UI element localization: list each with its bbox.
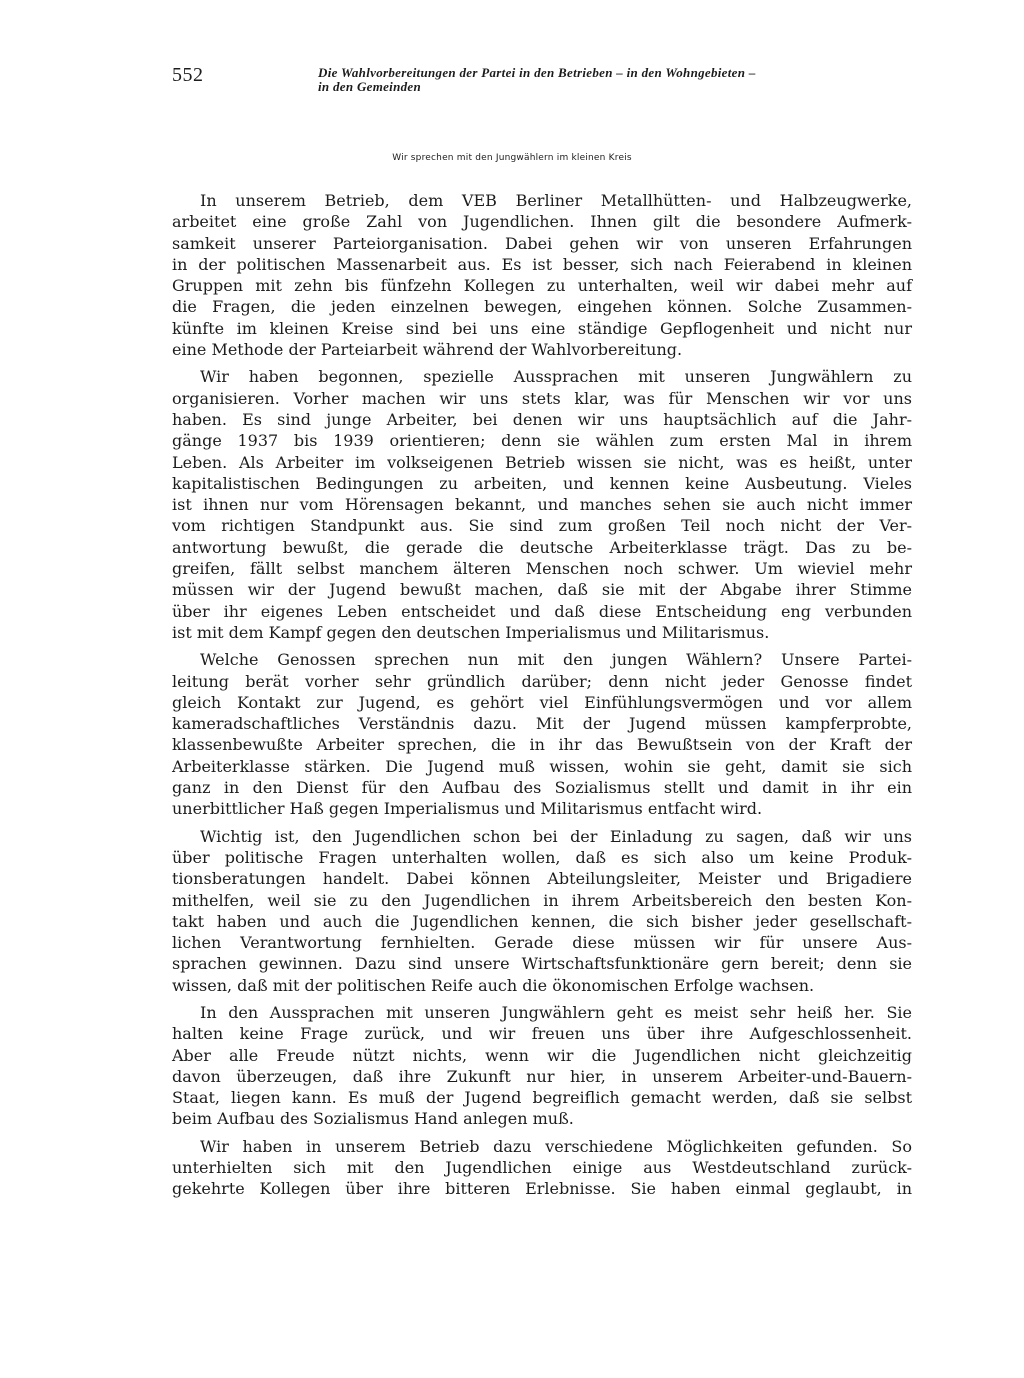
paragraph xyxy=(172,826,912,996)
text-line: In unserem Betrieb, dem VEB Berliner Metallhütten- und Halbzeugwerke, xyxy=(200,191,912,210)
text-line: Aber alle Freude nützt nichts, wenn wir die Jugendlichen nicht gleichzeitig xyxy=(172,1045,912,1065)
text-line: unerbittlicher Haß gegen Imperialismus und Militarismus entfacht wird. xyxy=(172,799,763,819)
text-line: in der politischen Massenarbeit aus. Es ist besser, sich nach Feierabend in kleinen xyxy=(172,254,912,274)
text-line: arbeitet eine große Zahl von Jugendlichen. Ihnen gilt die besondere Aufmerk- xyxy=(172,212,912,232)
text-line: samkeit unserer Parteiorganisation. Dabei gehen wir von unseren Erfahrungen xyxy=(172,233,912,253)
article-title: Wir sprechen mit den Jungwählern im kleinen Kreis xyxy=(392,153,632,163)
text-line: mithelfen, weil sie zu den Jugendlichen in ihrem Arbeitsbereich den besten Kon- xyxy=(172,890,912,910)
paragraph xyxy=(172,1136,912,1200)
text-line: Welche Genossen sprechen nun mit den jungen Wählern? Unsere Partei- xyxy=(200,650,912,670)
text-line: wissen, daß mit der politischen Reife auch die ökonomischen Erfolge wachsen. xyxy=(172,975,815,995)
text-line: kameradschaftliches Verständnis dazu. Mit der Jugend müssen kampferprobte, xyxy=(172,714,912,734)
text-line: sprachen gewinnen. Dazu sind unsere Wirtschaftsfunktionäre gern bereit; denn sie xyxy=(172,954,912,974)
text-line: künfte im kleinen Kreise sind bei uns eine ständige Gepflogenheit und nicht nur xyxy=(172,318,912,338)
text-line: vom richtigen Standpunkt aus. Sie sind zum großen Teil noch nicht der Ver- xyxy=(172,516,912,536)
text-line: Gruppen mit zehn bis fünfzehn Kollegen zu unterhalten, weil wir dabei mehr auf xyxy=(172,276,912,296)
running-head-line-1: Die Wahlvorbereitungen der Partei in den Betrieben – in den Wohngebieten – xyxy=(318,65,756,80)
article-body xyxy=(172,190,912,1206)
text-line: greifen, fällt selbst manchem älteren Menschen noch schwer. Um wieviel mehr xyxy=(172,559,912,579)
text-line: gleich Kontakt zur Jugend, es gehört viel Einfühlungsvermögen und vor allem xyxy=(172,692,912,712)
text-line: Wir haben in unserem Betrieb dazu verschiedene Möglichkeiten gefunden. So xyxy=(200,1136,912,1156)
text-line: Wichtig ist, den Jugendlichen schon bei der Einladung zu sagen, daß wir uns xyxy=(200,826,912,846)
text-line: halten keine Frage zurück, und wir freuen uns über ihre Aufgeschlossenheit. xyxy=(172,1024,912,1044)
text-line: tionsberatungen handelt. Dabei können Abteilungsleiter, Meister und Brigadiere xyxy=(172,869,912,889)
text-line: müssen wir der Jugend bewußt machen, daß sie mit der Abgabe ihrer Stimme xyxy=(172,580,912,600)
text-line: Leben. Als Arbeiter im volkseigenen Betrieb wissen sie nicht, was es heißt, unter xyxy=(172,452,912,472)
text-line: Arbeiterklasse stärken. Die Jugend muß wissen, wohin sie geht, damit sie sich xyxy=(172,756,912,776)
page-number: 552 xyxy=(172,64,204,86)
text-line: Staat, liegen kann. Es muß der Jugend begreiflich gemacht werden, daß sie selbst xyxy=(172,1088,912,1108)
text-line: ganz in den Dienst für den Aufbau des Sozialismus stellt und damit in ihr ein xyxy=(172,778,912,798)
paragraph xyxy=(172,190,912,360)
text-line: lichen Verantwortung fernhielten. Gerade diese müssen wir für unsere Aus- xyxy=(172,933,912,953)
text-line: gekehrte Kollegen über ihre bitteren Erlebnisse. Sie haben einmal geglaubt, in xyxy=(172,1179,912,1199)
paragraph xyxy=(172,1002,912,1130)
text-line: über ihr eigenes Leben entscheidet und daß diese Entscheidung eng verbunden xyxy=(172,601,912,621)
text-line: unterhielten sich mit den Jugendlichen einige aus Westdeutschland zurück- xyxy=(172,1158,912,1178)
text-line: beim Aufbau des Sozialismus Hand anlegen muß. xyxy=(172,1109,574,1129)
text-line: kapitalistischen Bedingungen zu arbeiten, und kennen keine Ausbeutung. Vieles xyxy=(172,473,912,493)
paragraph xyxy=(172,649,912,819)
running-head xyxy=(318,66,930,94)
paragraph xyxy=(172,366,912,643)
text-line: klassenbewußte Arbeiter sprechen, die in ihr das Bewußtsein von der Kraft der xyxy=(172,735,912,755)
text-line: leitung berät vorher sehr gründlich darüber; denn nicht jeder Genosse findet xyxy=(172,671,912,691)
text-line: organisieren. Vorher machen wir uns stets klar, was für Menschen wir vor uns xyxy=(172,388,912,408)
text-line: eine Methode der Parteiarbeit während der Wahlvorbereitung. xyxy=(172,340,683,360)
text-line: haben. Es sind junge Arbeiter, bei denen wir uns hauptsächlich auf die Jahr- xyxy=(172,409,912,429)
text-line: antwortung bewußt, die gerade die deutsche Arbeiterklasse trägt. Das zu be- xyxy=(172,537,912,557)
text-line: In den Aussprachen mit unseren Jungwählern geht es meist sehr heiß her. Sie xyxy=(200,1002,912,1022)
running-head-line-2: in den Gemeinden xyxy=(318,79,422,94)
text-line: takt haben und auch die Jugendlichen kennen, die sich bisher jeder gesellschaft- xyxy=(172,911,912,931)
text-line: gänge 1937 bis 1939 orientieren; denn sie wählen zum ersten Mal in ihrem xyxy=(172,431,912,451)
text-line: über politische Fragen unterhalten wollen, daß es sich also um keine Produk- xyxy=(172,847,912,867)
text-line: die Fragen, die jeden einzelnen bewegen, eingehen können. Solche Zusammen- xyxy=(172,297,912,317)
text-line: ist mit dem Kampf gegen den deutschen Imperialismus und Militarismus. xyxy=(172,622,770,642)
text-line: Wir haben begonnen, spezielle Aussprachen mit unseren Jungwählern zu xyxy=(200,367,912,387)
text-line: ist ihnen nur vom Hörensagen bekannt, und manches sehen sie auch nicht immer xyxy=(172,495,912,515)
text-line: davon überzeugen, daß ihre Zukunft nur hier, in unserem Arbeiter-und-Bauern- xyxy=(172,1066,912,1086)
